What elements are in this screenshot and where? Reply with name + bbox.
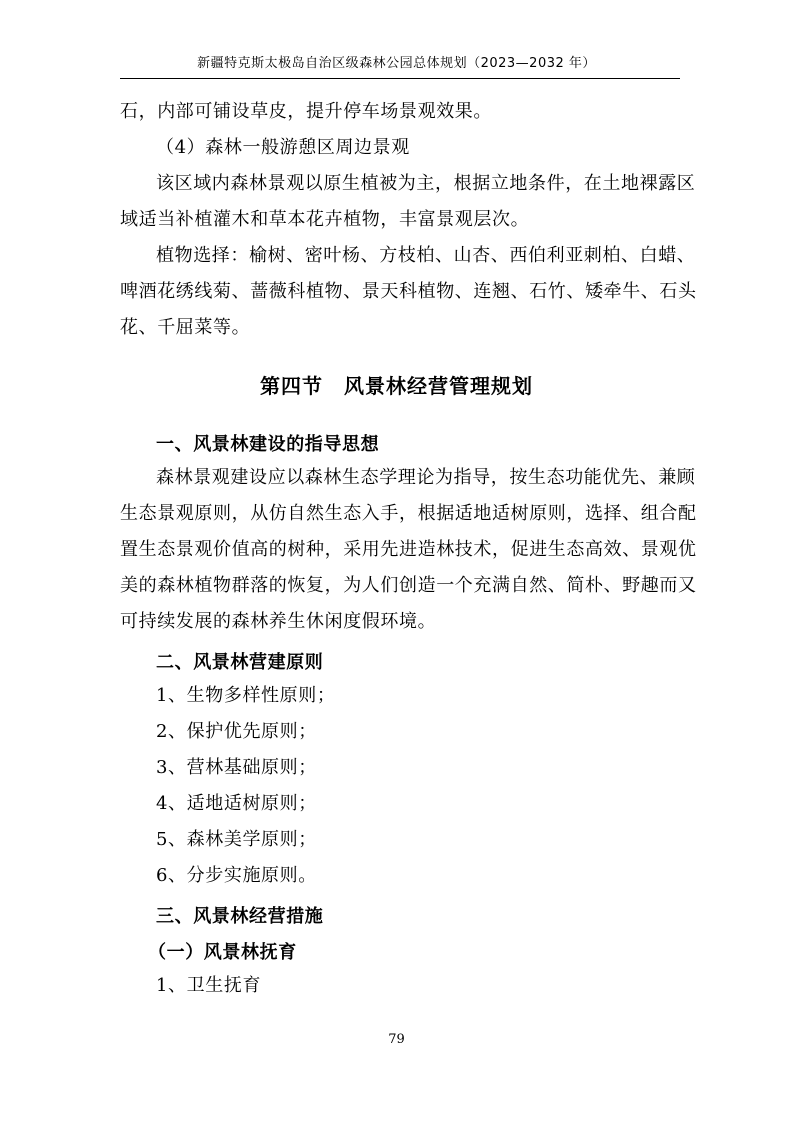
paragraph-line: 可持续发展的森林养生休闲度假环境。 [120, 611, 437, 632]
page-number: 79 [388, 1032, 405, 1047]
subsection-heading: 二、风景林营建原则 [156, 652, 324, 673]
header-rule [120, 78, 680, 79]
running-header: 新疆特克斯太极岛自治区级森林公园总体规划（2023—2032 年） [197, 56, 596, 71]
list-item: 1、生物多样性原则； [156, 685, 336, 706]
paragraph-line: 置生态景观价值高的树种，采用先进造林技术，促进生态高效、景观优 [120, 539, 697, 560]
subsection-heading: 一、风景林建设的指导思想 [156, 434, 380, 455]
paragraph-line: 森林景观建设应以森林生态学理论为指导，按生态功能优先、兼顾 [156, 467, 696, 488]
section-title: 第四节 风景林经营管理规划 [260, 374, 533, 398]
paragraph-line: 该区域内森林景观以原生植被为主，根据立地条件，在土地裸露区 [156, 173, 696, 194]
paragraph-line: 植物选择：榆树、密叶杨、方枝柏、山杏、西伯利亚刺柏、白蜡、 [156, 245, 696, 266]
paragraph-line: 美的森林植物群落的恢复，为人们创造一个充满自然、简朴、野趣而又 [120, 575, 697, 596]
paragraph-line: 域适当补植灌木和草本花卉植物，丰富景观层次。 [120, 209, 530, 230]
paragraph-line: 啤酒花绣线菊、蔷薇科植物、景天科植物、连翘、石竹、矮牵牛、石头 [120, 281, 697, 302]
paragraph-line: 石，内部可铺设草皮，提升停车场景观效果。 [120, 101, 492, 122]
list-item: 6、分步实施原则。 [156, 865, 317, 886]
list-item-heading: （4）森林一般游憩区周边景观 [156, 137, 410, 158]
paragraph-line: 生态景观原则，从仿自然生态入手，根据适地适树原则，选择、组合配 [120, 503, 697, 524]
subsubsection-heading: （一）风景林抚育 [148, 942, 297, 963]
list-item: 2、保护优先原则； [156, 721, 317, 742]
paragraph-line: 花、千屈菜等。 [120, 317, 251, 338]
list-item: 5、森林美学原则； [156, 829, 317, 850]
list-item: 1、卫生抚育 [156, 975, 262, 996]
subsection-heading: 三、风景林经营措施 [156, 906, 324, 927]
list-item: 4、适地适树原则； [156, 793, 317, 814]
list-item: 3、营林基础原则； [156, 757, 317, 778]
